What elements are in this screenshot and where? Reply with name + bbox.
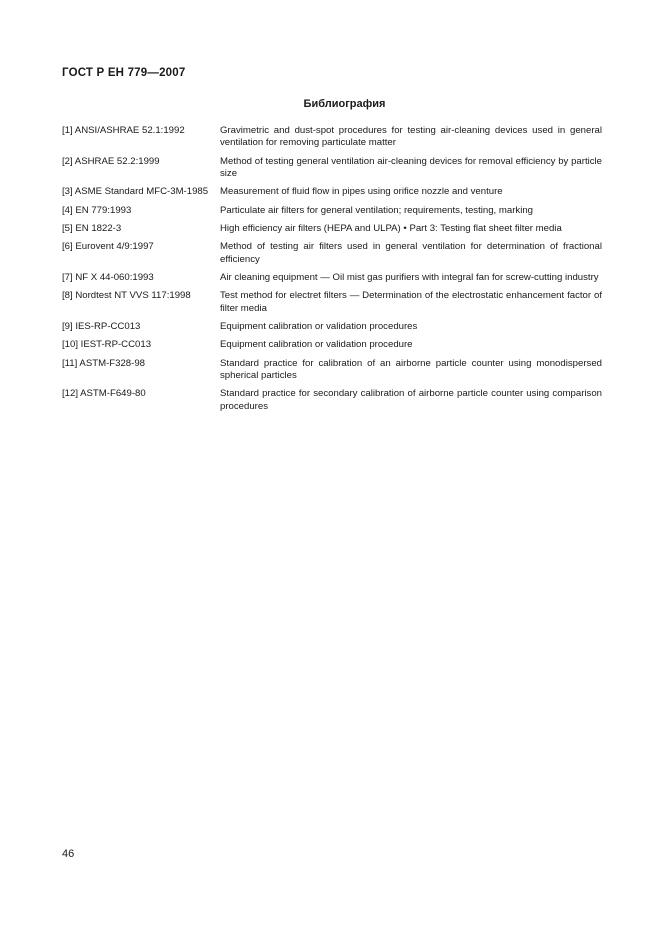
- bibliography-ref: [8] Nordtest NT VVS 117:1998: [62, 290, 191, 302]
- bibliography-ref: [3] ASME Standard MFC-3M-1985: [62, 186, 209, 198]
- bibliography-text: Gravimetric and dust-spot procedures for testing air-cleaning devices used in general ventilation for removing particulate matter: [220, 125, 602, 149]
- bibliography-entry: [62, 358, 602, 382]
- bibliography-ref: [6] Eurovent 4/9:1997: [62, 241, 154, 253]
- bibliography-ref: [7] NF X 44-060:1993: [62, 271, 154, 283]
- bibliography-ref: [5] EN 1822-3: [62, 222, 122, 234]
- bibliography-text: Test method for electret filters — Determination of the electrostatic enhancement factor of filter media: [220, 290, 602, 314]
- bibliography-text: Method of testing general ventilation air-cleaning devices for removal efficiency by particle size: [220, 155, 602, 179]
- bibliography-text: Standard practice for secondary calibration of airborne particle counter using comparison procedures: [220, 388, 602, 412]
- bibliography-ref: [1] ANSI/ASHRAE 52.1:1992: [62, 125, 185, 136]
- bibliography-text: Method of testing air filters used in general ventilation for determination of fractional efficiency: [220, 241, 602, 265]
- bibliography-entry: [62, 186, 602, 198]
- page-number: 46: [62, 848, 75, 860]
- bibliography-text: Air cleaning equipment — Oil mist gas purifiers with integral fan for screw-cutting industry: [220, 271, 599, 283]
- document-header: ГОСТ Р ЕН 779—2007: [62, 67, 186, 79]
- bibliography-entry: [62, 388, 602, 412]
- bibliography-list: [62, 125, 602, 419]
- bibliography-entry: [62, 272, 602, 284]
- bibliography-ref: [12] ASTM-F649-80: [62, 388, 146, 400]
- bibliography-entry: [62, 321, 602, 333]
- bibliography-entry: [62, 156, 602, 180]
- bibliography-entry: [62, 290, 602, 314]
- bibliography-ref: [4] EN 779:1993: [62, 204, 132, 216]
- bibliography-text: Measurement of fluid flow in pipes using orifice nozzle and venture: [220, 186, 503, 198]
- section-title: [0, 98, 661, 110]
- bibliography-entry: [62, 339, 602, 351]
- bibliography-text: Standard practice for calibration of an airborne particle counter using monodispersed spherical particles: [220, 357, 602, 381]
- bibliography-ref: [9] IES-RP-CC013: [62, 320, 141, 332]
- section-title-text: Библиография: [303, 98, 386, 110]
- bibliography-text: Particulate air filters for general ventilation; requirements, testing, marking: [220, 204, 534, 216]
- bibliography-ref: [10] IEST-RP-CC013: [62, 339, 152, 351]
- bibliography-entry: [62, 205, 602, 217]
- bibliography-text: Equipment calibration or validation procedures: [220, 320, 418, 332]
- bibliography-text: Equipment calibration or validation procedure: [220, 339, 413, 351]
- bibliography-entry: [62, 241, 602, 265]
- bibliography-entry: [62, 223, 602, 235]
- bibliography-ref: [11] ASTM-F328-98: [62, 357, 146, 369]
- bibliography-entry: [62, 125, 602, 149]
- bibliography-text: High efficiency air filters (HEPA and ULPA) • Part 3: Testing flat sheet filter media: [220, 222, 562, 234]
- bibliography-ref: [2] ASHRAE 52.2:1999: [62, 155, 160, 167]
